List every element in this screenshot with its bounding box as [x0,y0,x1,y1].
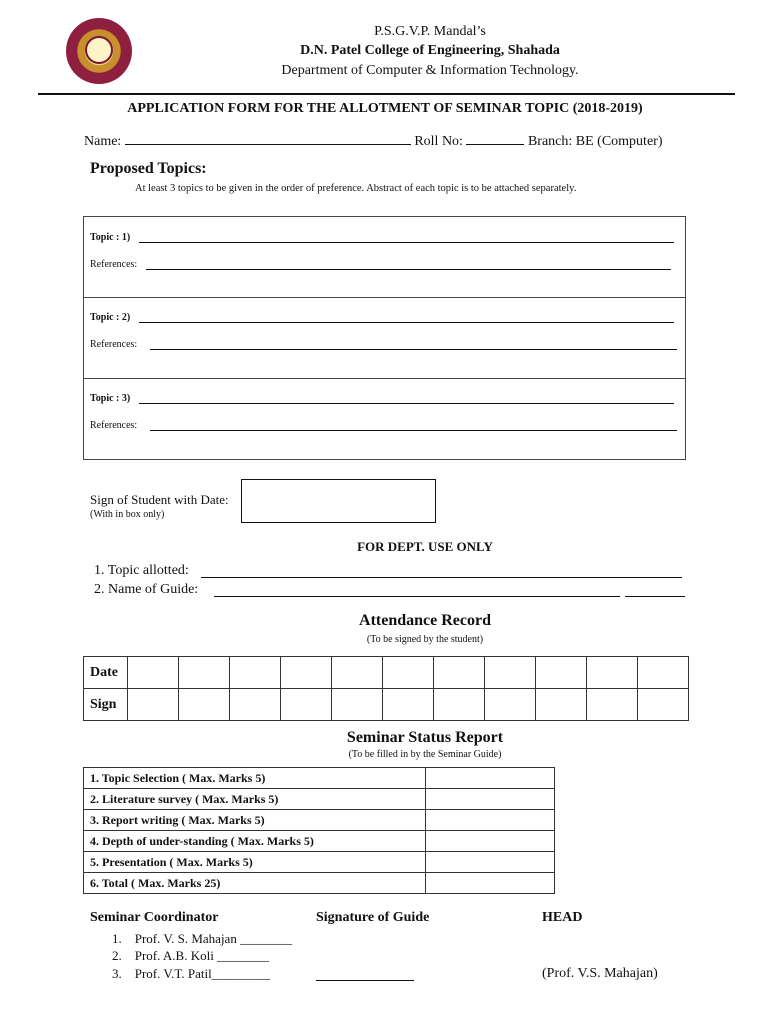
status-row [84,810,555,831]
attendance-table [83,656,689,721]
status-criterion: 1. Topic Selection ( Max. Marks 5) [84,768,426,789]
topic-divider [84,297,685,298]
status-marks-cell[interactable] [426,852,555,873]
coordinator-label: Seminar Coordinator [90,910,219,925]
attendance-cell[interactable] [127,657,178,689]
status-row [84,852,555,873]
college-logo [66,18,132,84]
attendance-cell[interactable] [433,689,484,721]
status-marks-cell[interactable] [426,873,555,894]
status-row [84,768,555,789]
attendance-cell[interactable] [586,689,637,721]
topic-allotted-label: 1. Topic allotted: [94,563,189,578]
coordinator-name: Prof. V.T. Patil_________ [134,966,271,981]
status-row [84,831,555,852]
student-sign-box[interactable] [241,479,436,523]
coordinator-name: Prof. A.B. Koli ________ [134,948,270,963]
status-note: (To be filled in by the Seminar Guide) [348,749,502,760]
coordinator-item [112,966,270,982]
attendance-heading: Attendance Record [359,612,491,629]
topic-allotted-field[interactable] [201,577,682,578]
references-2-label: References: [90,339,138,350]
guide-name-field[interactable] [214,596,620,597]
attendance-cell[interactable] [382,657,433,689]
guide-signature-field[interactable] [316,980,414,981]
status-row [84,873,555,894]
sign-label: Sign of Student with Date: [90,492,229,507]
header-mandal: P.S.G.V.P. Mandal’s [374,24,486,39]
attendance-note: (To be signed by the student) [366,634,484,645]
topic-3-field[interactable] [139,403,674,404]
attendance-cell[interactable] [382,689,433,721]
attendance-cell[interactable] [637,689,688,721]
topic-1-field[interactable] [139,242,674,243]
sign-note: (With in box only) [90,509,165,520]
references-1-label: References: [90,259,138,270]
guide-sign-field[interactable] [625,596,685,597]
topics-instruction: At least 3 topics to be given in the order of preference. Abstract of each topic is to be attached separately. [135,183,577,194]
attendance-date-label: Date [84,657,128,689]
attendance-cell[interactable] [331,689,382,721]
attendance-cell[interactable] [331,657,382,689]
attendance-cell[interactable] [637,657,688,689]
references-1-field[interactable] [146,269,671,270]
references-3-label: References: [90,420,138,431]
coordinator-name: Prof. V. S. Mahajan ________ [134,931,293,946]
references-3-field[interactable] [150,430,677,431]
status-criterion: 5. Presentation ( Max. Marks 5) [84,852,426,873]
status-marks-cell[interactable] [426,768,555,789]
attendance-cell[interactable] [484,689,535,721]
roll-label: Roll No: [414,134,463,149]
header-college: D.N. Patel College of Engineering, Shahada [300,43,560,58]
topic-3-label: Topic : 3) [90,393,131,404]
coordinator-item [112,948,269,964]
status-row [84,789,555,810]
attendance-cell[interactable] [433,657,484,689]
attendance-cell[interactable] [178,689,229,721]
status-marks-cell[interactable] [426,810,555,831]
name-label: Name: [84,134,122,149]
status-criterion: 3. Report writing ( Max. Marks 5) [84,810,426,831]
status-criterion: 6. Total ( Max. Marks 25) [84,873,426,894]
proposed-topics-heading: Proposed Topics: [90,160,207,177]
guide-signature-label: Signature of Guide [316,910,430,925]
name-roll-branch-row [84,134,662,150]
attendance-sign-label: Sign [84,689,128,721]
topic-2-label: Topic : 2) [90,312,131,323]
name-field[interactable] [125,144,411,145]
attendance-cell[interactable] [127,689,178,721]
status-marks-cell[interactable] [426,789,555,810]
topic-2-field[interactable] [139,322,674,323]
header-department: Department of Computer & Information Technology. [281,63,579,78]
references-2-field[interactable] [150,349,677,350]
attendance-cell[interactable] [229,657,280,689]
attendance-cell[interactable] [535,657,586,689]
form-title: APPLICATION FORM FOR THE ALLOTMENT OF SEMINAR TOPIC (2018-2019) [127,101,643,116]
coordinator-number: 3. [112,966,122,981]
topic-divider [84,378,685,379]
attendance-cell[interactable] [586,657,637,689]
status-criterion: 4. Depth of under-standing ( Max. Marks 5) [84,831,426,852]
head-name: (Prof. V.S. Mahajan) [542,966,658,981]
topic-1-label: Topic : 1) [90,232,131,243]
attendance-cell[interactable] [229,689,280,721]
topics-box [83,216,686,460]
status-marks-cell[interactable] [426,831,555,852]
status-criterion: 2. Literature survey ( Max. Marks 5) [84,789,426,810]
coordinator-item [112,931,292,947]
attendance-cell[interactable] [178,657,229,689]
attendance-date-row [84,657,689,689]
attendance-cell[interactable] [280,689,331,721]
branch-label: Branch: BE (Computer) [527,134,663,149]
coordinator-number: 2. [112,948,122,963]
status-heading: Seminar Status Report [346,729,504,746]
roll-field[interactable] [466,144,524,145]
attendance-cell[interactable] [484,657,535,689]
header-rule [38,93,735,95]
attendance-cell[interactable] [280,657,331,689]
head-label: HEAD [542,910,583,925]
status-table [83,767,555,894]
coordinator-number: 1. [112,931,122,946]
attendance-sign-row [84,689,689,721]
attendance-cell[interactable] [535,689,586,721]
dept-use-heading: FOR DEPT. USE ONLY [357,539,493,554]
guide-name-label: 2. Name of Guide: [94,582,199,597]
